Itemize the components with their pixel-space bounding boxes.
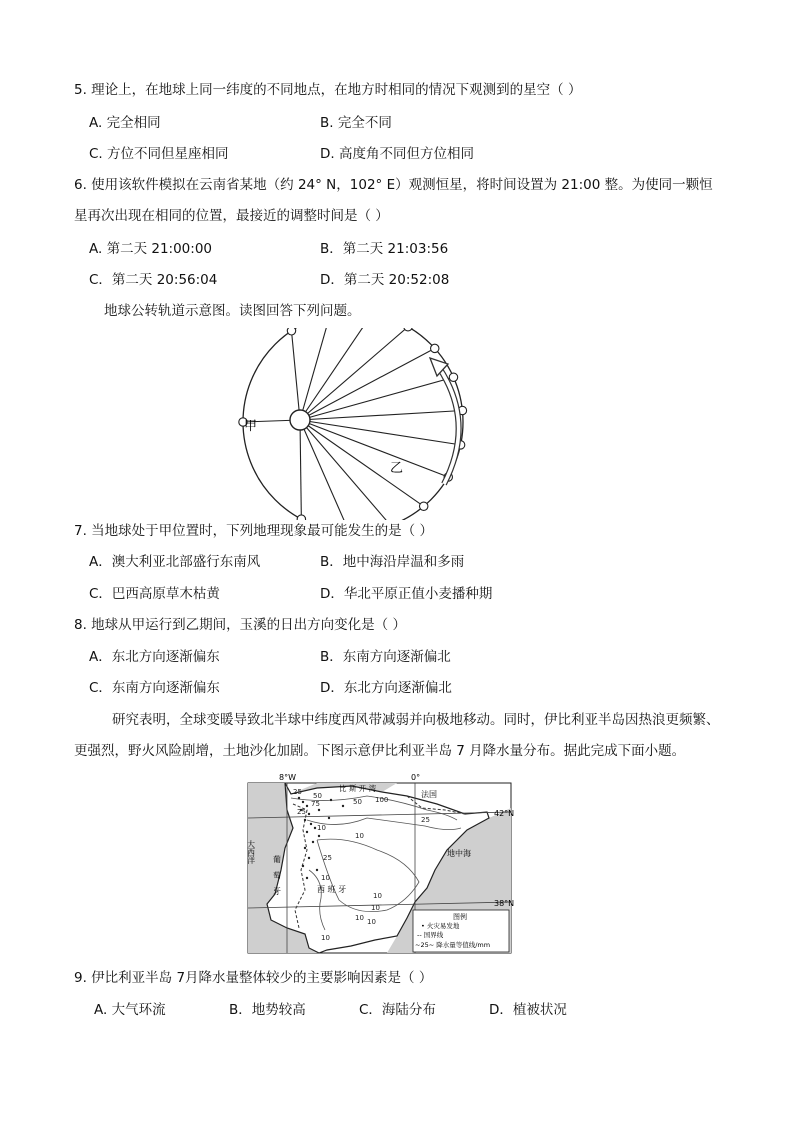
isoline-value: 75 [311,800,320,808]
orbit-spoke [300,420,461,445]
mediterranean-label: 地中海 [447,849,471,858]
earth-position-dot [287,328,295,335]
fire-prone-point [308,857,310,859]
isoline-value: 10 [321,934,330,942]
orbit-spoke [300,411,462,420]
q9-option-a: A. 大气环流 [94,1002,166,1018]
orbit-spoke [300,328,372,420]
lon-label-8w: 8°W [279,773,296,782]
atlantic-label: 大西洋 [247,840,256,864]
portugal-label-1: 葡 [273,855,281,864]
iberia-precipitation-map [247,770,517,956]
q9-option-b: B．地势较高 [229,1002,306,1018]
q7-option-b: B．地中海沿岸温和多雨 [320,554,465,570]
fire-prone-point [308,813,310,815]
fire-prone-point [298,797,300,799]
question-6-stem-line1: 6. 使用该软件模拟在云南省某地（约 24° N，102° E）观测恒星，将时间设置为 21:00 整。为使同一颗恒 [74,177,713,193]
isoline-value: 10 [367,918,376,926]
question-7-stem: 7. 当地球处于甲位置时，下列地理现象最可能发生的是（ ） [74,523,433,539]
orbit-intro: 地球公转轨道示意图。读图回答下列问题。 [104,303,361,319]
isoline-value: 50 [313,792,322,800]
q8-option-a: A．东北方向逐渐偏东 [89,649,220,665]
isoline-value: 10 [371,904,380,912]
biscay-bay-label: 比 斯 开 湾 [339,784,377,793]
orbit-spoke [291,331,300,420]
legend-isoline: ~25~ 降水量等值线/mm [415,941,491,949]
orbit-circle [243,328,463,520]
spain-label: 西 班 牙 [317,885,347,894]
isoline-value: 10 [321,874,330,882]
fire-prone-point [302,801,304,803]
portugal-label-2: 萄 [273,871,281,880]
q6-option-c: C．第二天 20:56:04 [89,272,218,288]
q5-option-d: D. 高度角不同但方位相同 [320,146,474,162]
orbit-diagram [230,328,480,520]
lat-label-38n: 38°N [494,899,515,908]
sun-circle [290,410,310,430]
isoline-value: 10 [373,892,382,900]
portugal-label-3: 牙 [273,887,281,896]
earth-position-dot [431,344,439,352]
isoline-value: 100 [375,796,389,804]
question-5-stem: 5. 理论上，在地球上同一纬度的不同地点，在地方时相同的情况下观测到的星空（ ） [74,82,582,98]
orbit-spoke [300,328,408,420]
q5-option-a: A. 完全相同 [89,115,161,131]
label-jia: 甲 [244,419,258,434]
fire-prone-point [306,831,308,833]
legend-border: -- 国界线 [417,931,444,939]
fire-prone-point [318,809,320,811]
isoline-value: 25 [297,808,306,816]
lon-label-0: 0° [411,773,421,782]
q8-option-b: B．东南方向逐渐偏北 [320,649,451,665]
q9-option-d: D．植被状况 [489,1002,567,1018]
label-yi: 乙 [390,461,404,476]
fire-prone-point [330,799,332,801]
isoline-value: 25 [293,788,302,796]
earth-position-dot [297,515,305,520]
earth-position-dot [420,502,428,510]
isoline-value: 25 [421,816,430,824]
fire-prone-point [304,819,306,821]
legend-fire: • 火灾易发地 [421,922,460,930]
q6-option-a: A. 第二天 21:00:00 [89,241,213,257]
fire-prone-point [318,835,320,837]
orbit-spoke [300,377,453,420]
isoline-value: 10 [355,914,364,922]
q6-option-d: D．第二天 20:52:08 [320,272,450,288]
orbit-spoke [300,348,435,420]
q8-option-d: D．东北方向逐渐偏北 [320,680,452,696]
earth-position-dot [449,373,457,381]
orbit-spoke [300,420,349,520]
fire-prone-point [314,827,316,829]
q6-option-b: B．第二天 21:03:56 [320,241,449,257]
iberia-intro-line1: 研究表明，全球变暖导致北半球中纬度西风带减弱并向极地移动。同时，伊比利亚半岛因热浪更频繁、 [112,712,720,728]
earth-position-dot [404,328,412,331]
fire-prone-point [316,869,318,871]
q7-option-d: D．华北平原正值小麦播种期 [320,586,493,602]
orbit-spoke [300,420,448,477]
orbit-spoke [300,420,391,520]
isoline-value: 10 [317,824,326,832]
fire-prone-point [328,817,330,819]
fire-prone-point [342,805,344,807]
legend-title: 图例 [453,913,467,921]
question-8-stem: 8. 地球从甲运行到乙期间，玉溪的日出方向变化是（ ） [74,617,406,633]
isoline-value: 10 [355,832,364,840]
isoline-value: 50 [353,798,362,806]
question-6-stem-line2: 星再次出现在相同的位置，最接近的调整时间是（ ） [74,208,389,224]
fire-prone-point [312,841,314,843]
q8-option-c: C．东南方向逐渐偏东 [89,680,220,696]
isoline-value: 25 [323,854,332,862]
q7-option-a: A．澳大利亚北部盛行东南风 [89,554,261,570]
fire-prone-point [302,865,304,867]
fire-prone-point [310,823,312,825]
iberia-intro-line2: 更强烈，野火风险剧增，土地沙化加剧。下图示意伊比利亚半岛 7 月降水量分布。据此完成下面小题。 [74,743,686,759]
lat-label-42n: 42°N [494,809,515,818]
q7-option-c: C．巴西高原草木枯黄 [89,586,220,602]
q9-option-c: C．海陆分布 [359,1002,436,1018]
q5-option-c: C. 方位不同但星座相同 [89,146,229,162]
fire-prone-point [306,877,308,879]
q5-option-b: B. 完全不同 [320,115,392,131]
fire-prone-point [304,847,306,849]
question-9-stem: 9. 伊比利亚半岛 7月降水量整体较少的主要影响因素是（ ） [74,970,433,986]
france-label: 法国 [421,790,437,799]
fire-prone-point [306,805,308,807]
orbit-spoke [300,420,301,519]
